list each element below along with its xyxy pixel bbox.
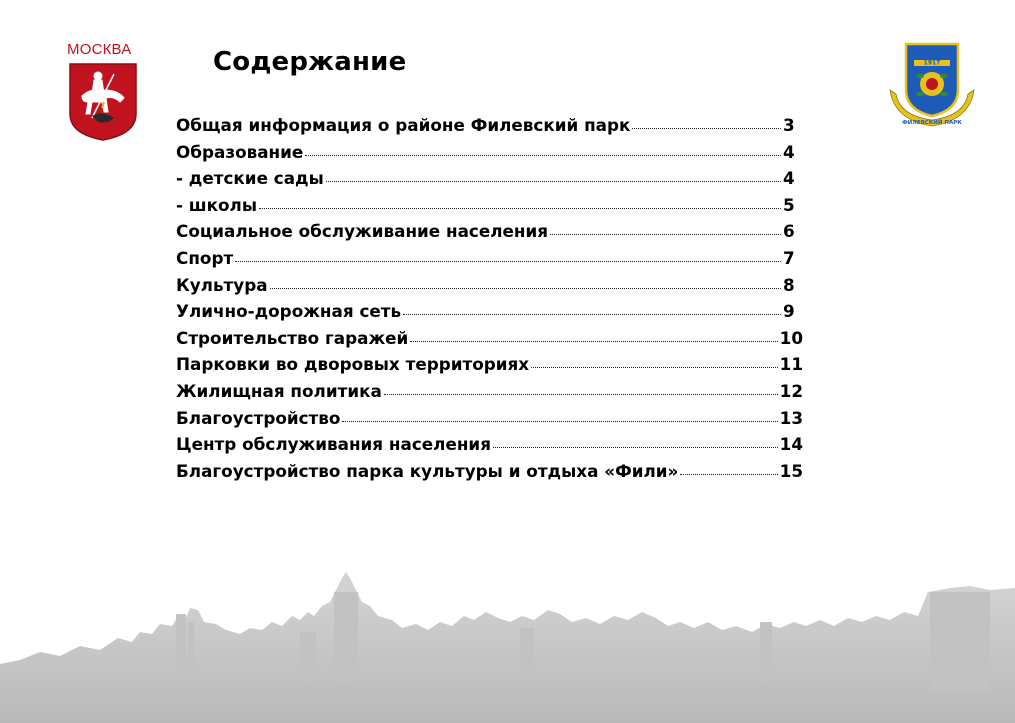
toc-entry-label: Улично-дорожная сеть [176,301,402,322]
toc-entry-label: Спорт [176,247,234,268]
toc-entry-label: - школы [176,194,258,215]
moscow-label: МОСКВА [67,41,132,58]
toc-entry-label: Парковки во дворовых территориях [176,354,530,375]
toc-dot-leader [531,367,778,368]
toc-entry-label: Культура [176,274,268,295]
moscow-coat-of-arms-icon [68,62,138,142]
toc-entry [176,461,803,488]
city-skyline-illustration [0,572,1015,723]
toc-entry-page: 9 [783,301,795,322]
page-title: Содержание [213,47,407,77]
toc-dot-leader [632,128,781,129]
toc-entry-page: 8 [783,274,795,295]
toc-entry [176,195,803,222]
toc-entry-label: Жилищная политика [176,380,382,401]
emblem-year: 1917 [923,59,941,67]
toc-dot-leader [493,447,778,448]
toc-entry-label: Образование [176,141,304,162]
emblem-ribbon-text: ФИЛЕВСКИЙ ПАРК [902,120,962,126]
toc-dot-leader [270,288,781,289]
toc-entry-label: Социальное обслуживание населения [176,221,549,242]
toc-dot-leader [680,474,777,475]
toc-entry-page: 5 [783,194,795,215]
toc-entry [176,408,803,435]
toc-entry [176,381,803,408]
toc-dot-leader [410,341,777,342]
toc-entry-page: 6 [783,221,795,242]
toc-entry [176,115,803,142]
toc-entry-page: 15 [779,460,803,481]
toc-entry-page: 13 [779,407,803,428]
toc-entry-page: 12 [779,380,803,401]
toc-entry-page: 4 [783,141,795,162]
toc-entry-page: 11 [779,354,803,375]
toc-dot-leader [259,208,781,209]
toc-entry-label: Центр обслуживания населения [176,434,491,455]
toc-entry-page: 10 [779,327,803,348]
toc-entry-page: 4 [783,168,795,189]
toc-entry-label: Благоустройство [176,407,341,428]
toc-dot-leader [550,234,781,235]
toc-entry [176,354,803,381]
toc-dot-leader [342,421,777,422]
table-of-contents [176,115,803,487]
toc-dot-leader [235,261,781,262]
filevsky-park-emblem-icon [884,40,980,132]
toc-entry [176,142,803,169]
toc-entry [176,275,803,302]
toc-entry [176,301,803,328]
toc-entry [176,221,803,248]
toc-entry [176,434,803,461]
toc-dot-leader [326,181,781,182]
toc-entry-page: 14 [779,434,803,455]
toc-entry-page: 3 [783,115,795,135]
toc-entry [176,248,803,275]
toc-entry-label: Строительство гаражей [176,327,409,348]
toc-entry-label: Благоустройство парка культуры и отдыха «Фили» [176,460,679,481]
toc-dot-leader [384,394,778,395]
toc-entry-label: - детские сады [176,168,324,189]
toc-entry [176,168,803,195]
toc-entry [176,328,803,355]
toc-dot-leader [403,314,781,315]
toc-dot-leader [305,155,781,156]
toc-entry-label: Общая информация о районе Филевский парк [176,115,631,135]
toc-entry-page: 7 [783,247,795,268]
